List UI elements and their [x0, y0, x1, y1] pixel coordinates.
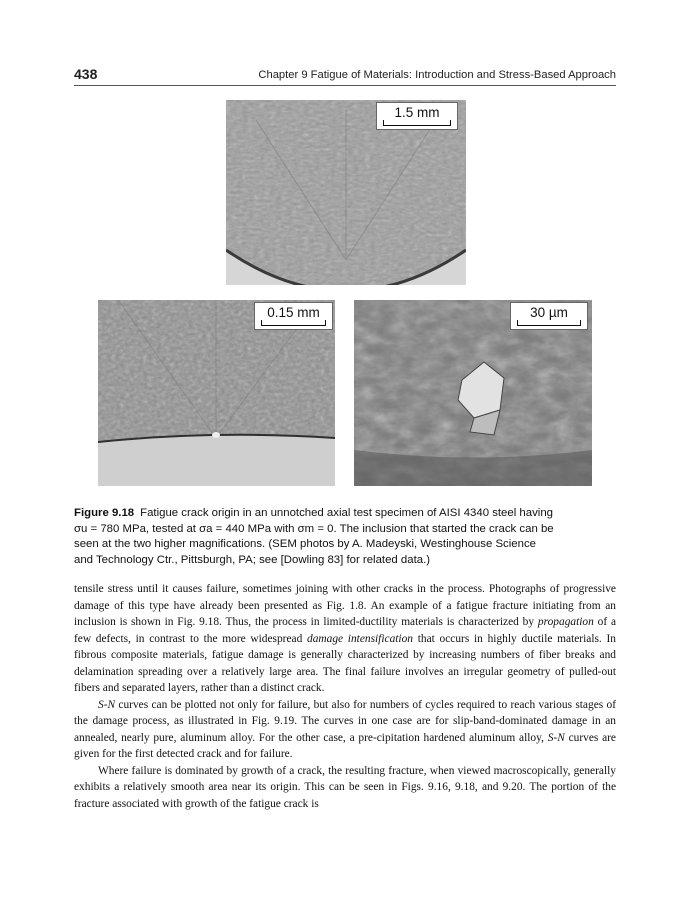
paragraph-3: Where failure is dominated by growth of a crack, the resulting fracture, when viewed macroscopically, generally exhibits a relatively smooth area near its origin. This can be seen in Figs. 9.16, 9.18, and 9.20. The portion of the fracture associated with growth of the fatigue crack is	[74, 764, 616, 810]
paragraph-2: S-N curves can be plotted not only for failure, but also for numbers of cycles required to reach various stages of the damage process, as illustrated in Fig. 9.19. The curves in one case are for slip-band-dominated damage in an annealed, nearly pure, aluminum alloy. For the other case, a pre-cipitation hardened aluminum alloy, S-N curves are given for the first detected crack and for failure.	[74, 698, 616, 760]
scale-line	[517, 320, 581, 326]
scale-label: 30 µm	[530, 305, 568, 320]
sem-photo-bottom-left	[98, 300, 335, 486]
scale-bar-bottom-left	[254, 302, 333, 330]
page-number: 438	[74, 66, 98, 82]
caption-line-2: σu = 780 MPa, tested at σa = 440 MPa with σm = 0. The inclusion that started the crack can be	[74, 522, 554, 535]
paragraph-1: tensile stress until it causes failure, sometimes joining with other cracks in the process. Photographs of progressive damage of this type have already been presented as Fig. 1.8. An example of a fatigue fracture initiating from an inclusion is shown in Fig. 9.18. Thus, the process in limited-ductility materials is characterized by propagation of a few defects, in contrast to the more widespread damage intensification that occurs in highly ductile materials. In fibrous composite materials, fatigue damage is generally characterized by increasing numbers of fiber breaks and delamination spreading over a relatively large area. The final failure involves an irregular geometry of pulled-out fibers and separated layers, rather than a distinct crack.	[74, 583, 616, 694]
figure-caption	[74, 506, 620, 568]
header-rule	[74, 85, 616, 86]
scale-line	[383, 120, 451, 126]
caption-line-3: seen at the two higher magnifications. (SEM photos by A. Madeyski, Westinghouse Science	[74, 538, 536, 551]
body-text	[74, 581, 616, 812]
sem-photo-top	[226, 100, 466, 285]
scale-label: 1.5 mm	[394, 105, 440, 120]
scale-bar-bottom-right	[510, 302, 588, 330]
running-header: Chapter 9 Fatigue of Materials: Introduction and Stress-Based Approach	[258, 69, 616, 81]
scale-bar-top	[376, 102, 458, 130]
scale-label: 0.15 mm	[267, 305, 320, 320]
caption-line-1: Fatigue crack origin in an unnotched axial test specimen of AISI 4340 steel having	[140, 507, 553, 519]
figure-label: Figure 9.18	[74, 507, 135, 519]
caption-line-4: and Technology Ctr., Pittsburgh, PA; see [Dowling 83] for related data.)	[74, 553, 431, 566]
scale-line	[261, 320, 326, 326]
sem-photo-bottom-right	[354, 300, 592, 486]
